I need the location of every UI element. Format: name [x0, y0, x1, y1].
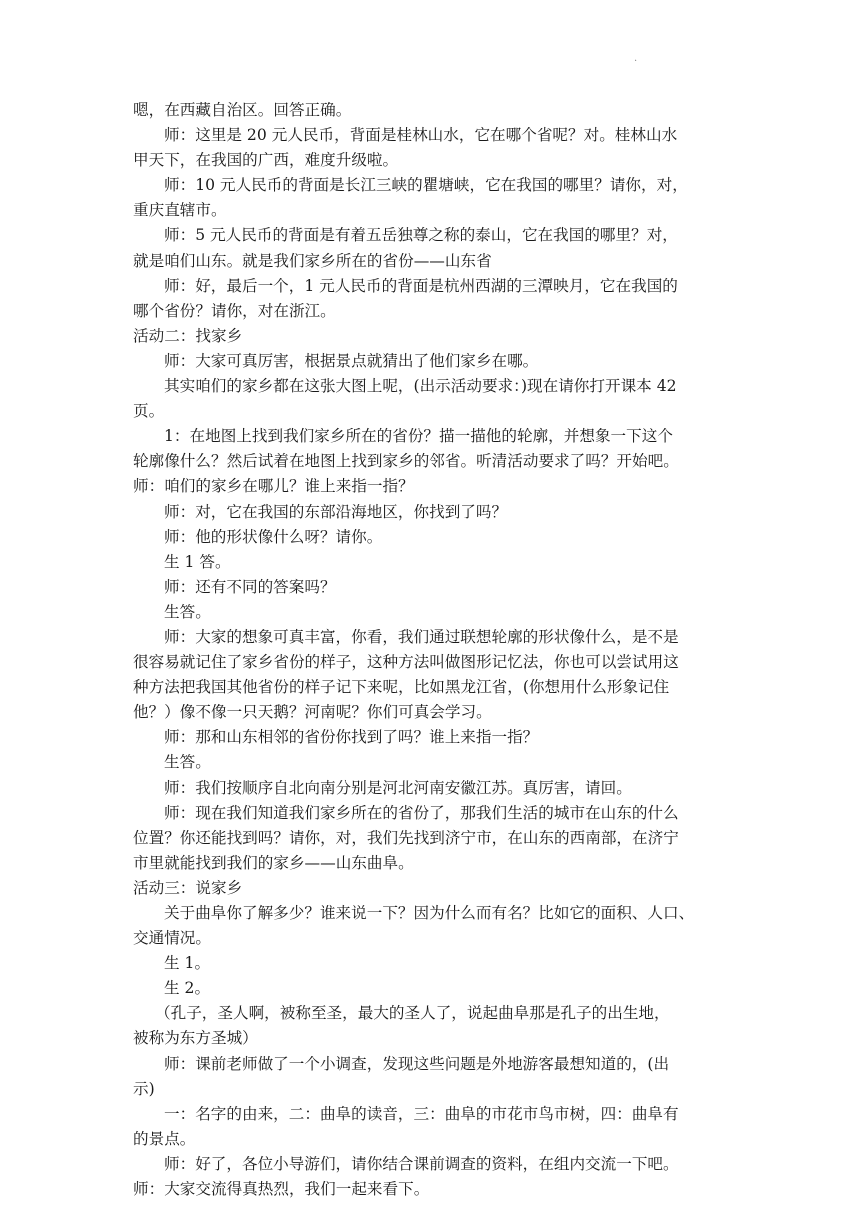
text-line: （孔子，圣人啊，被称至圣，最大的圣人了，说起曲阜那是孔子的出生地，	[155, 1004, 670, 1023]
text-line: 其实咱们的家乡都在这张大图上呢，(出示活动要求：)现在请你打开课本 42	[164, 377, 677, 396]
text-line: 哪个省份？请你，对在浙江。	[133, 301, 336, 320]
text-line: 师：咱们的家乡在哪儿？谁上来指一指？	[133, 477, 414, 496]
text-line: 他？）像不像一只天鹅？河南呢？你们可真会学习。	[133, 703, 492, 722]
text-line: 一：名字的由来，二：曲阜的读音，三：曲阜的市花市鸟市树，四：曲阜有	[164, 1104, 679, 1123]
text-line: 被称为东方圣城）	[133, 1029, 258, 1048]
text-line: 师：还有不同的答案吗？	[164, 577, 336, 596]
text-line: 生答。	[164, 753, 211, 772]
text-line: 很容易就记住了家乡省份的样子，这种方法叫做图形记忆法，你也可以尝试用这	[133, 653, 679, 672]
document-body	[133, 98, 738, 1202]
text-line: 生 1。	[164, 954, 211, 973]
text-line: 重庆直辖市。	[133, 201, 227, 220]
text-line: 市里就能找到我们的家乡——山东曲阜。	[133, 853, 414, 872]
text-line: 生 1 答。	[164, 552, 231, 571]
text-line: 师：5 元人民币的背面是有着五岳独尊之称的泰山，它在我国的哪里？对，	[164, 226, 678, 245]
text-line: 师：大家可真厉害，根据景点就猜出了他们家乡在哪。	[164, 351, 539, 370]
text-line: 师：大家交流得真热烈，我们一起来看下。	[133, 1180, 430, 1199]
text-line: 生答。	[164, 602, 211, 621]
text-line: 师：10 元人民币的背面是长江三峡的瞿塘峡，它在我国的哪里？请你，对，	[164, 176, 688, 195]
text-line: 师：好了，各位小导游们，请你结合课前调查的资料，在组内交流一下吧。	[164, 1154, 679, 1173]
text-line: 生 2。	[164, 979, 211, 998]
text-line: 师：现在我们知道我们家乡所在的省份了，那我们生活的城市在山东的什么	[164, 803, 679, 822]
text-line: 交通情况。	[133, 929, 211, 948]
text-line: 师：他的形状像什么呀？请你。	[164, 527, 383, 546]
text-line: 师：课前老师做了一个小调查，发现这些问题是外地游客最想知道的，(出	[164, 1054, 670, 1073]
text-line: 种方法把我国其他省份的样子记下来呢，比如黑龙江省，(你想用什么形象记住	[133, 678, 670, 697]
text-line: 的景点。	[133, 1129, 196, 1148]
text-line: 师：那和山东相邻的省份你找到了吗？谁上来指一指？	[164, 728, 539, 747]
text-line: 嗯，在西藏自治区。回答正确。	[133, 101, 352, 119]
header-dot: .	[634, 53, 638, 64]
text-line: 活动三：说家乡	[133, 878, 243, 897]
text-line: 1：在地图上找到我们家乡所在的省份？描一描他的轮廓，并想象一下这个	[164, 427, 673, 446]
text-line: 师：对，它在我国的东部沿海地区，你找到了吗？	[164, 502, 508, 521]
text-line: 甲天下，在我国的广西，难度升级啦。	[133, 151, 399, 170]
text-line: 师：这里是 20 元人民币，背面是桂林山水，它在哪个省呢？对。桂林山水	[164, 126, 678, 145]
text-line: 师：我们按顺序自北向南分别是河北河南安徽江苏。真厉害，请回。	[164, 778, 632, 797]
text-line: 关于曲阜你了解多少？谁来说一下？因为什么而有名？比如它的面积、人口、	[164, 904, 695, 922]
text-line: 位置？你还能找到吗？请你，对，我们先找到济宁市，在山东的西南部，在济宁	[133, 828, 679, 847]
text-line: 就是咱们山东。就是我们家乡所在的省份——山东省	[133, 251, 492, 270]
text-line: 活动二：找家乡	[133, 326, 243, 345]
text-line: 轮廓像什么？然后试着在地图上找到家乡的邻省。听清活动要求了吗？开始吧。	[133, 452, 679, 471]
text-line: 示)	[133, 1079, 155, 1098]
text-line: 师：大家的想象可真丰富，你看，我们通过联想轮廓的形状像什么，是不是	[164, 627, 679, 646]
text-line: 页。	[133, 402, 165, 421]
text-line: 师：好，最后一个，1 元人民币的背面是杭州西湖的三潭映月，它在我国的	[164, 276, 678, 295]
